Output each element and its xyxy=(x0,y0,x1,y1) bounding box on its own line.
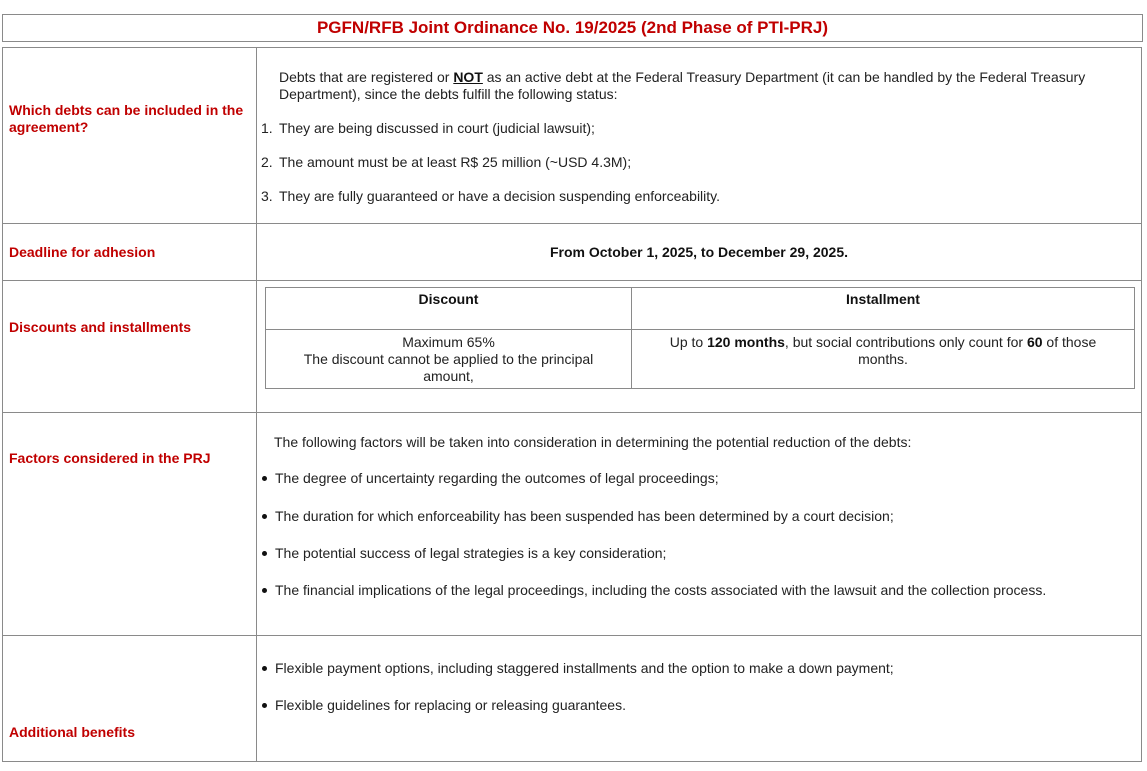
bullet-icon xyxy=(262,666,267,671)
bullet-item xyxy=(261,660,894,677)
numbered-item xyxy=(261,154,631,171)
bullet-item xyxy=(261,470,719,487)
discount-installment-table xyxy=(265,287,1135,389)
bullet-item xyxy=(261,545,666,562)
numbered-item xyxy=(261,120,595,137)
discount-value xyxy=(266,330,632,389)
row-deadline xyxy=(3,224,1142,281)
label-cell xyxy=(3,281,257,413)
item-text: They are being discussed in court (judicial lawsuit); xyxy=(279,120,595,136)
installment-months: 120 months xyxy=(707,334,785,350)
bullet-icon xyxy=(262,588,267,593)
header-discount: Discount xyxy=(266,288,632,330)
installment-value: Up to 120 months, but social contributions only count for 60 of those months. xyxy=(632,330,1135,389)
row-label-discounts: Discounts and installments xyxy=(9,319,192,335)
item-text: Flexible guidelines for replacing or releasing guarantees. xyxy=(275,697,626,713)
document-title-box xyxy=(2,14,1143,42)
row-label-factors: Factors considered in the PRJ xyxy=(9,450,211,466)
bullet-icon xyxy=(262,476,267,481)
item-text: They are fully guaranteed or have a decision suspending enforceability. xyxy=(279,188,721,204)
bullet-item xyxy=(261,697,626,714)
not-emphasis: NOT xyxy=(453,69,483,85)
content-cell xyxy=(257,224,1142,281)
content-cell xyxy=(257,636,1142,762)
discount-note: The discount cannot be applied to the principal amount, xyxy=(303,351,594,384)
item-text: The degree of uncertainty regarding the outcomes of legal proceedings; xyxy=(275,470,719,486)
content-cell xyxy=(257,413,1142,636)
item-text: The duration for which enforceability has been suspended has been determined by a court decision; xyxy=(275,508,894,524)
label-cell xyxy=(3,48,257,224)
row-label-deadline: Deadline for adhesion xyxy=(9,244,156,260)
row-label-eligible-debts: Which debts can be included in the agreement? xyxy=(9,102,244,135)
content-cell xyxy=(257,281,1142,413)
bullet-item xyxy=(261,508,894,525)
item-text: The financial implications of the legal proceedings, including the costs associated with the lawsuit and the collection process. xyxy=(275,582,1047,598)
bullet-item xyxy=(261,582,1046,599)
document-title: PGFN/RFB Joint Ordinance No. 19/2025 (2nd Phase of PTI-PRJ) xyxy=(316,18,829,37)
item-text: Flexible payment options, including staggered installments and the option to make a down payment; xyxy=(275,660,894,676)
row-discounts-installments xyxy=(3,281,1142,413)
ordinance-summary-table xyxy=(2,47,1142,762)
item-text: The amount must be at least R$ 25 million (~USD 4.3M); xyxy=(279,154,632,170)
content-cell xyxy=(257,48,1142,224)
discount-max: Maximum 65% xyxy=(402,334,495,350)
social-contribution-months: 60 xyxy=(1026,334,1043,350)
label-cell xyxy=(3,413,257,636)
row-eligible-debts xyxy=(3,48,1142,224)
row-additional-benefits xyxy=(3,636,1142,762)
item-number: 2. xyxy=(261,154,273,170)
label-cell xyxy=(3,224,257,281)
bullet-icon xyxy=(262,514,267,519)
bullet-icon xyxy=(262,703,267,708)
item-number: 1. xyxy=(261,120,273,136)
deadline-value: From October 1, 2025, to December 29, 2025. xyxy=(549,244,849,260)
label-cell xyxy=(3,636,257,762)
factors-intro: The following factors will be taken into consideration in determining the potential reduction of the debts: xyxy=(274,434,912,450)
bullet-icon xyxy=(262,551,267,556)
row-factors xyxy=(3,413,1142,636)
eligible-debts-intro: Debts that are registered or NOT as an active debt at the Federal Treasury Department (it can be handled by the Federal Treasury Department), since the debts fulfill the following status: xyxy=(279,69,1086,102)
row-label-benefits: Additional benefits xyxy=(9,724,135,740)
header-installment: Installment xyxy=(632,288,1135,330)
item-number: 3. xyxy=(261,188,273,204)
numbered-item xyxy=(261,188,720,205)
item-text: The potential success of legal strategies is a key consideration; xyxy=(275,545,667,561)
